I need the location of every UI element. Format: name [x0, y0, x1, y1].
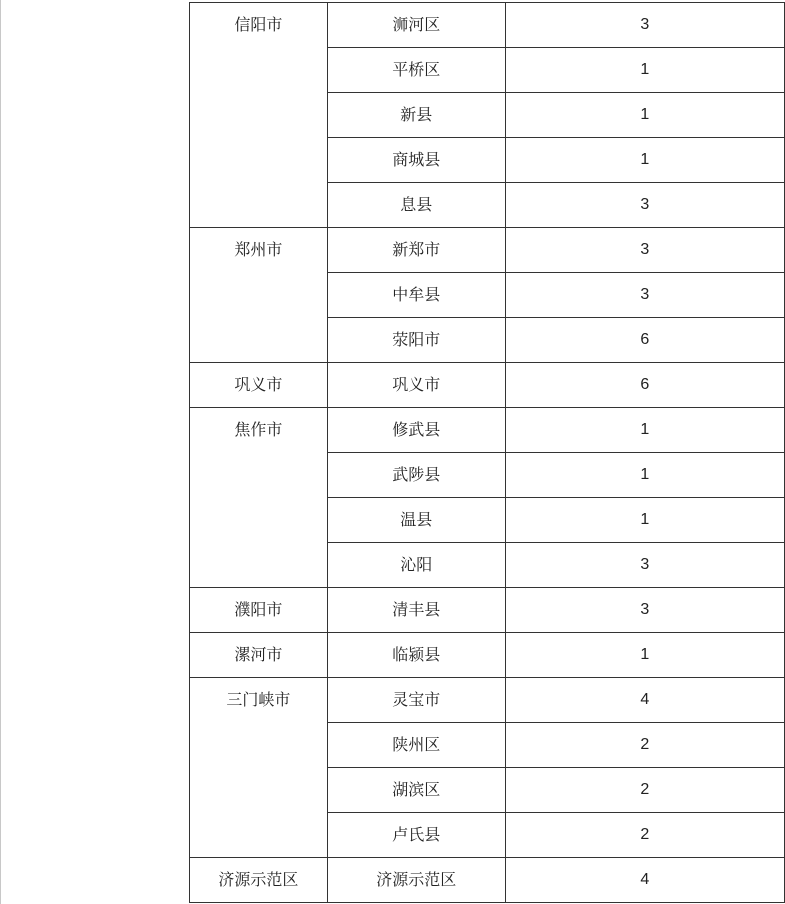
- city-cell: 三门峡市: [190, 678, 328, 858]
- district-cell: 浉河区: [327, 3, 505, 48]
- count-cell: 1: [505, 48, 784, 93]
- district-cell: 湖滨区: [327, 768, 505, 813]
- count-cell: 1: [505, 498, 784, 543]
- count-cell: 3: [505, 183, 784, 228]
- count-cell: 4: [505, 678, 784, 723]
- table-row: [190, 678, 785, 723]
- count-cell: 4: [505, 858, 784, 903]
- city-cell: 巩义市: [190, 363, 328, 408]
- table-row: [190, 633, 785, 678]
- count-cell: 1: [505, 453, 784, 498]
- district-cell: 平桥区: [327, 48, 505, 93]
- count-cell: 3: [505, 3, 784, 48]
- district-cell: 临颍县: [327, 633, 505, 678]
- count-cell: 1: [505, 408, 784, 453]
- city-cell: 濮阳市: [190, 588, 328, 633]
- count-cell: 3: [505, 588, 784, 633]
- district-cell: 巩义市: [327, 363, 505, 408]
- count-cell: 3: [505, 543, 784, 588]
- district-cell: 清丰县: [327, 588, 505, 633]
- table-row: [190, 408, 785, 453]
- district-cell: 新郑市: [327, 228, 505, 273]
- count-cell: 2: [505, 813, 784, 858]
- page-left-border: [0, 0, 1, 904]
- count-cell: 3: [505, 273, 784, 318]
- district-cell: 新县: [327, 93, 505, 138]
- district-cell: 温县: [327, 498, 505, 543]
- table-row: [190, 858, 785, 903]
- table-row: [190, 228, 785, 273]
- count-cell: 6: [505, 363, 784, 408]
- table-row: [190, 3, 785, 48]
- table-body: [190, 3, 785, 903]
- count-cell: 1: [505, 138, 784, 183]
- table-row: [190, 588, 785, 633]
- district-cell: 灵宝市: [327, 678, 505, 723]
- district-cell: 商城县: [327, 138, 505, 183]
- district-cell: 卢氏县: [327, 813, 505, 858]
- cases-table: [189, 2, 785, 903]
- district-cell: 陕州区: [327, 723, 505, 768]
- district-cell: 济源示范区: [327, 858, 505, 903]
- count-cell: 2: [505, 768, 784, 813]
- count-cell: 3: [505, 228, 784, 273]
- city-cell: 信阳市: [190, 3, 328, 228]
- district-cell: 荥阳市: [327, 318, 505, 363]
- district-cell: 沁阳: [327, 543, 505, 588]
- count-cell: 1: [505, 633, 784, 678]
- count-cell: 2: [505, 723, 784, 768]
- district-cell: 武陟县: [327, 453, 505, 498]
- city-cell: 漯河市: [190, 633, 328, 678]
- table-row: [190, 363, 785, 408]
- count-cell: 6: [505, 318, 784, 363]
- district-cell: 息县: [327, 183, 505, 228]
- count-cell: 1: [505, 93, 784, 138]
- district-cell: 修武县: [327, 408, 505, 453]
- city-cell: 济源示范区: [190, 858, 328, 903]
- district-cell: 中牟县: [327, 273, 505, 318]
- city-cell: 焦作市: [190, 408, 328, 588]
- city-cell: 郑州市: [190, 228, 328, 363]
